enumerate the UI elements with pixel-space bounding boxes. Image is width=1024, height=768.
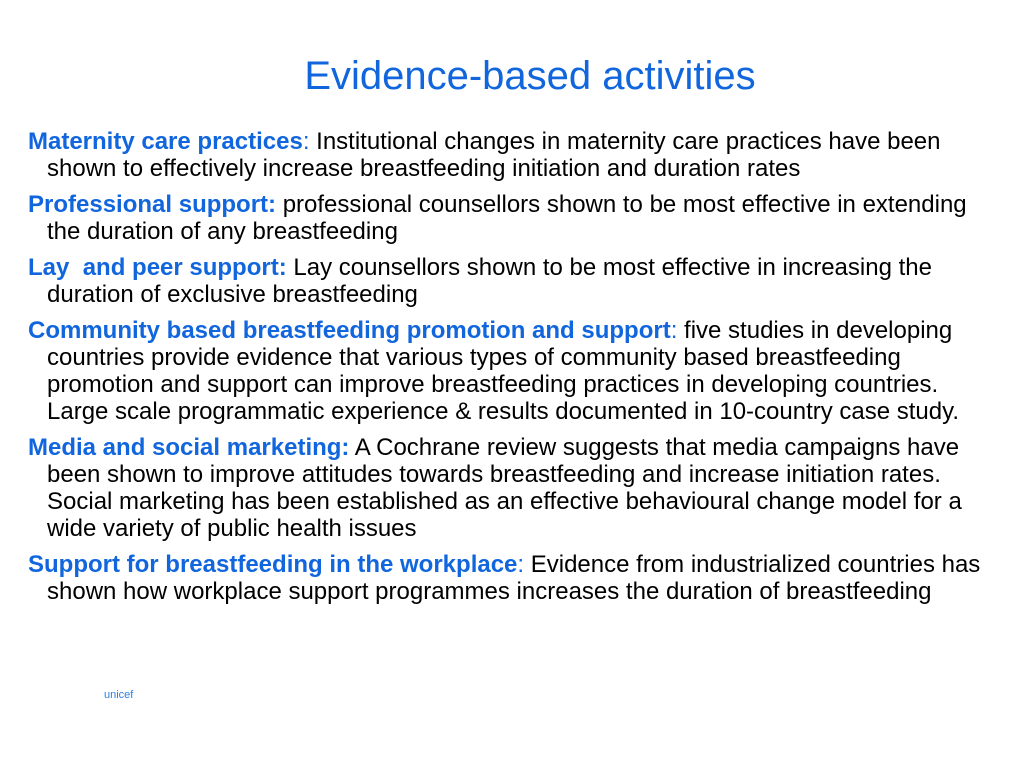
- item-text: five studies in developing countries provide evidence that various types of community based breastfeeding promotion and support can improve breastfeeding practices in developing countries. Large scale programmatic experience & results documented in 10-country case study.: [47, 317, 960, 425]
- bullet-list: [28, 128, 990, 614]
- item-text: Lay counsellors shown to be most effective in increasing the duration of exclusive breastfeeding: [47, 254, 932, 308]
- item-term: Support for breastfeeding in the workplace: [28, 551, 518, 578]
- item-separator: :: [670, 317, 678, 344]
- list-item: [28, 128, 990, 182]
- item-term: Lay and peer support:: [28, 254, 287, 281]
- item-separator: :: [517, 551, 525, 578]
- list-item: [28, 254, 990, 308]
- list-item: [28, 191, 990, 245]
- list-item: [28, 317, 990, 425]
- item-separator: :: [302, 128, 310, 155]
- item-term: Professional support:: [28, 191, 277, 218]
- item-text: A Cochrane review suggests that media campaigns have been shown to improve attitudes towards breastfeeding and increase initiation rates. Social marketing has been established as an effective behavioural change model for a wide variety of public health issues: [47, 434, 962, 542]
- item-text: Evidence from industrialized countries has shown how workplace support programmes increases the duration of breastfeeding: [47, 551, 981, 605]
- item-text: Institutional changes in maternity care practices have been shown to effectively increase breastfeeding initiation and duration rates: [47, 128, 941, 182]
- item-term: Media and social marketing:: [28, 434, 350, 461]
- item-term: Community based breastfeeding promotion and support: [28, 317, 671, 344]
- item-text: professional counsellors shown to be most effective in extending the duration of any breastfeeding: [47, 191, 967, 245]
- list-item: [28, 434, 990, 542]
- unicef-logo: unicef: [104, 689, 134, 701]
- list-item: [28, 551, 990, 605]
- item-term: Maternity care practices: [28, 128, 303, 155]
- slide-title: Evidence-based activities: [304, 54, 756, 98]
